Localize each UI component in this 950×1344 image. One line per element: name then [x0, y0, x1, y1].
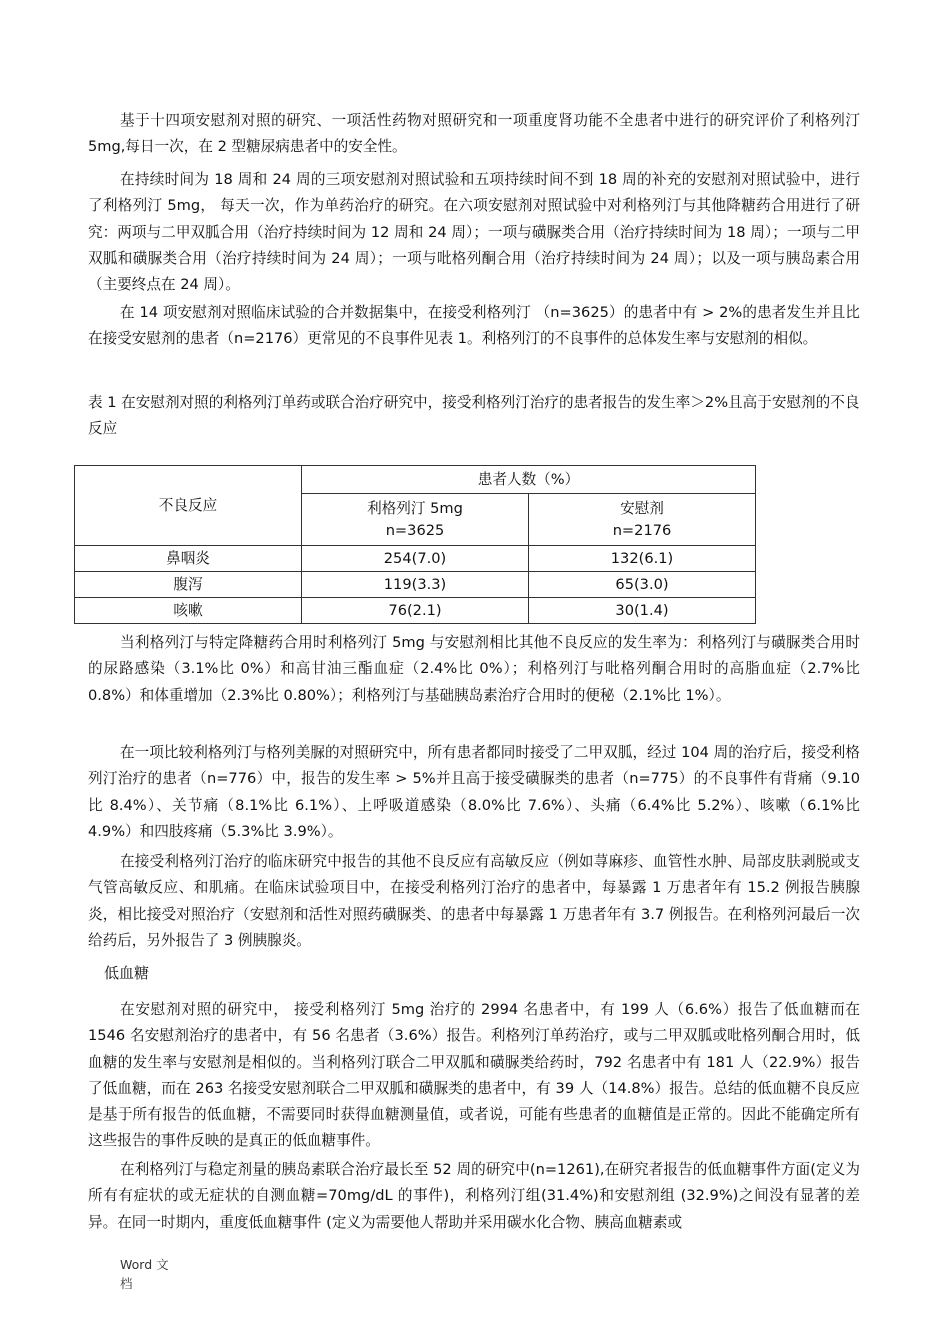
table-row [75, 598, 756, 624]
header-placebo-n: n=2176 [612, 521, 672, 539]
row-linagliptin-value: 76(2.1) [302, 598, 529, 624]
page-footer [120, 1255, 169, 1293]
footer-line-2: 档 [120, 1276, 133, 1291]
adverse-reaction-table [74, 465, 756, 624]
header-linagliptin-n: n=3625 [385, 521, 445, 539]
table-caption: 表 1 在安慰剂对照的利格列汀单药或联合治疗研究中，接受利格列汀治疗的患者报告的发生率＞2%且高于安慰剂的不良反应 [88, 394, 860, 438]
paragraph-intro: 基于十四项安慰剂对照的研究、一项活性药物对照研究和一项重度肾功能不全患者中进行的研究评价了利格列汀 5mg,每日一次，在 2 型糖尿病患者中的安全性。 [88, 112, 860, 156]
paragraph-study-design: 在持续时间为 18 周和 24 周的三项安慰剂对照试验和五项持续时间不到 18 周的补充的安慰剂对照试验中，进行了利格列汀 5mg， 每天一次，作为单药治疗的研究。在六项安慰剂对照试验中对利格列汀与其他降糖药合用进行了研究：两项与二甲双胍合用（治疗持续时间为 12 周和 24 周）；一项与磺脲类合用（治疗持续时间为 18 周）；一项与二甲双胍和磺脲类合用（治疗持续时间为 24 周）；一项与吡格列酮合用（治疗持续时间为 24 周）；以及一项与胰岛素合用（主要终点在 24 周）。 [88, 171, 860, 294]
row-placebo-value: 30(1.4) [529, 598, 756, 624]
header-patient-count: 患者人数（%） [302, 466, 756, 494]
row-placebo-value: 65(3.0) [529, 572, 756, 598]
table-row [75, 546, 756, 572]
row-adverse-reaction: 腹泻 [75, 572, 302, 598]
row-linagliptin-value: 254(7.0) [302, 546, 529, 572]
paragraph-hypoglycemia: 在安慰剂对照的研究中， 接受利格列汀 5mg 治疗的 2994 名患者中，有 199 人（6.6%）报告了低血糖而在 1546 名安慰剂治疗的患者中，有 56 名患者（3.6%）报告。利格列汀单药治疗，或与二甲双胍或吡格列酮合用时，低血糖的发生率与安慰剂是相似的。当利格列汀联合二甲双胍和磺脲类给药时，792 名患者中有 181 人（22.9%）报告了低血糖，而在 263 名接受安慰剂联合二甲双胍和磺脲类的患者中，有 39 人（14.8%）报告。总结的低血糖不良反应是基于所有报告的低血糖，不需要同时获得血糖测量值，或者说，可能有些患者的血糖值是正常的。因此不能确定所有这些报告的事件反映的是真正的低血糖事件。 [88, 1001, 860, 1150]
paragraph-combination-adrs: 当利格列汀与特定降糖药合用时利格列汀 5mg 与安慰剂相比其他不良反应的发生率为：利格列汀与磺脲类合用时的尿路感染（3.1%比 0%）和高甘油三酯血症（2.4%比 0%）；利格列汀与吡格列酮合用时的高脂血症（2.7%比 0.8%）和体重增加（2.3%比 0.80%）；利格列汀与基础胰岛素治疗合用时的便秘（2.1%比 1%）。 [88, 634, 860, 704]
paragraph-pooled-data: 在 14 项安慰剂对照临床试验的合并数据集中，在接受利格列汀 （n=3625）的患者中有 > 2%的患者发生并且比在接受安慰剂的患者（n=2176）更常见的不良事件见表 1。利格列汀的不良事件的总体发生率与安慰剂的相似。 [88, 304, 860, 348]
row-linagliptin-value: 119(3.3) [302, 572, 529, 598]
header-placebo [529, 494, 756, 546]
paragraph-insulin-study: 在利格列汀与稳定剂量的胰岛素联合治疗最长至 52 周的研究中(n=1261),在研究者报告的低血糖事件方面(定义为所有有症状的或无症状的自测血糖=70mg/dL 的事件)，利格列汀组(31.4%)和安慰剂组 (32.9%)之间没有显著的差异。在同一时期内，重度低血糖事件 (定义为需要他人帮助并采用碳水化合物、胰高血糖素或 [88, 1161, 860, 1231]
row-adverse-reaction: 鼻咽炎 [75, 546, 302, 572]
paragraph-other-adrs: 在接受利格列汀治疗的临床研究中报告的其他不良反应有高敏反应（例如荨麻疹、血管性水肿、局部皮肤剥脱或支气管高敏反应、和肌痛。在临床试验项目中，在接受利格列汀治疗的患者中，每暴露 1 万患者年有 15.2 例报告胰腺炎，相比接受对照治疗（安慰剂和活性对照药磺脲类、的患者中每暴露 1 万患者年有 3.7 例报告。在利格列河最后一次给药后，另外报告了 3 例胰腺炎。 [88, 853, 860, 949]
footer-line-1: Word 文 [120, 1257, 169, 1272]
header-linagliptin-name: 利格列汀 5mg [367, 499, 463, 517]
row-adverse-reaction: 咳嗽 [75, 598, 302, 624]
table-row [75, 572, 756, 598]
header-placebo-name: 安慰剂 [620, 499, 664, 517]
header-linagliptin [302, 494, 529, 546]
header-adverse-reaction: 不良反应 [75, 466, 302, 546]
row-placebo-value: 132(6.1) [529, 546, 756, 572]
section-heading-hypoglycemia: 低血糖 [104, 964, 150, 982]
paragraph-glimepiride-study: 在一项比较利格列汀与格列美脲的对照研究中，所有患者都同时接受了二甲双胍，经过 104 周的治疗后，接受利格列汀治疗的患者（n=776）中，报告的发生率 > 5%并且高于接受磺脲类的患者（n=775）的不良事件有背痛（9.10 比 8.4%）、关节痛（8.1%比 6.1%）、上呼吸道感染（8.0%比 7.6%）、头痛（6.4%比 5.2%）、咳嗽（6.1%比 4.9%）和四肢疼痛（5.3%比 3.9%）。 [88, 744, 860, 840]
